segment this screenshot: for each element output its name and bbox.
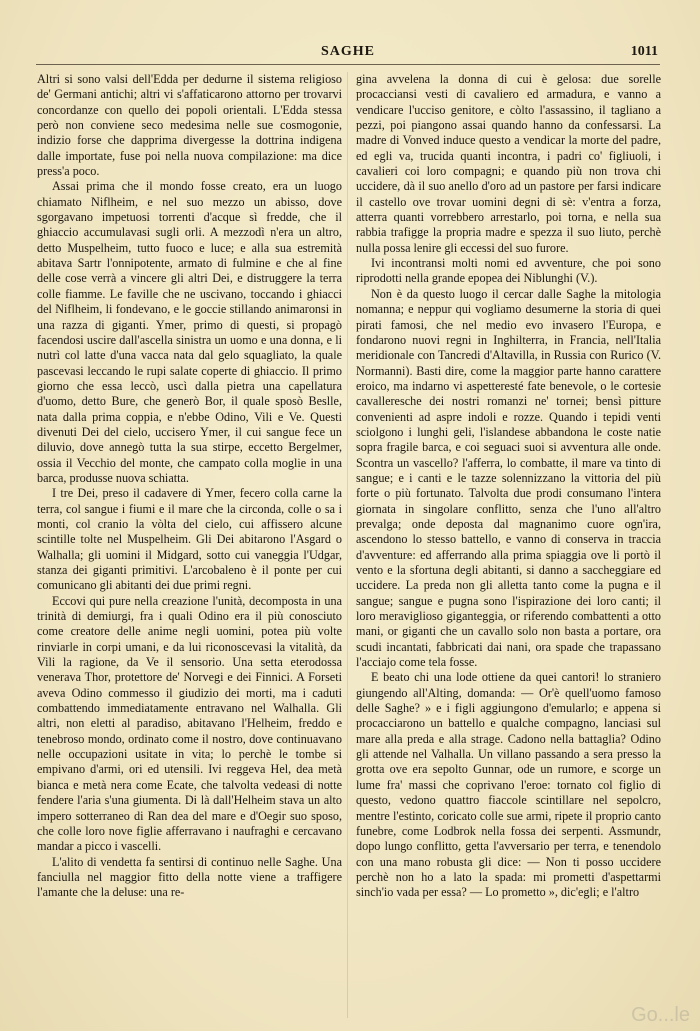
- page-number: 1011: [630, 44, 658, 59]
- header-rule: [36, 64, 660, 65]
- paragraph: E beato chi una lode ottiene da quei cantori! lo straniero giungendo all'Alting, domanda: — Or'è quell'uomo famoso delle Saghe? » e i figli aggiungono d'emularlo; e appena si procacciarono un battello e qualche compagno, lanciasi sul mare alla preda e alla strage. Cadono nella battaglia? Odino gli attende nel Valhalla. Un villano passando a sera presso la grotta ove era sepolto Gunnar, ode un rumore, e scorge un lume fra' massi che coprivano l'eroe: tornato col figlio di questo, vedono quattro fiaccole scintillare nel sepolcro, mentre l'estinto, coricato colle sue armi, ripete il proprio canto funebre, come Lodbrok nella fossa dei serpenti. Assmundr, dopo lungo conflitto, getta l'avversario per terra, e tenendolo con una mano robusta gli dice: — Non ti posso uccidere perchè non ho a lato la spada: mi prometti d'aspettarmi sinch'io vada per essa? — Lo prometto », dic'egli; e l'altro: [356, 670, 661, 900]
- paragraph: Assai prima che il mondo fosse creato, era un luogo chiamato Niflheim, e nel suo mezzo un abisso, dove sgorgavano impetuosi torrenti d'acque sì fredde, che il ghiaccio accumulavasi sugli orli. A mezzodì n'era un altro, detto Muspelheim, tutto fuoco e luce; e alla sua estremità abitava Sartr l'onnipotente, armato di fulmine e che al fine delle cose verrà a vincere gli altri Dei, e distruggere la terra colle fiamme. Le faville che ne uscivano, toccando i ghiacci del Niflheim, li fondevano, e le goccie stillando animaronsi in una razza di giganti. Ymer, primo di questi, si propagò facendosi uscire dall'ascella sinistra un uomo e una donna, e li nutrì col latte d'una vacca nata dal gelo squagliato, la quale pascevasi leccando le rupi salate coperte di ghiaccio. Il primo giorno che essa leccò, uscì dalla pietra una capellatura d'uomo, detto Bure, che generò Bor, il quale sposò Beslle, nata dalla prima coppia, e n'ebbe Odino, Vili e Ve. Questi divenuti Dei del cielo, uccisero Ymer, il cui sangue fece un diluvio, dove annegò tutta la sua stirpe, eccetto Bergelmer, ossia il Vecchio del monte, che campato colla moglie in una barca, produsse nuova schiatta.: [37, 179, 342, 485]
- scan-watermark: Go...le: [631, 1004, 690, 1026]
- paragraph: Ivi incontransi molti nomi ed avventure, che poi sono riprodotti nella grande epopea dei Niblunghi (V.).: [356, 256, 661, 286]
- paragraph: Non è da questo luogo il cercar dalle Saghe la mitologia nomanna; e neppur qui vogliamo desumerne la storia di quei pirati famosi, che nel medio evo invasero l'Europa, e fondarono nuovi regni in Inghilterra, in Francia, nell'Italia meridionale con Tancredi d'Altavilla, in Russia con Rurico (V. Normanni). Basti dire, come la maggior parte hanno carattere eroico, ma indarno vi aspetteresté fate benevole, o le cortesie cavalleresche dei nostri romanzi ne' tornei; bensì pitture convenienti ad aspre indoli e rozze. Quando i tepidi venti sciolgono i lunghi geli, l'islandese abbandona le coste natie sopra fragile barca, e coi seguaci suoi si avventura alle onde. Scontra un vascello? l'afferra, lo combatte, il mare va tinto di sangue; e i canti e le tazze solennizzano la vittoria del più forte o più fortunato. Talvolta due prodi consumano l'intera giornata in singolare conflitto, senza che l'uno all'altro prevalga; onde deposta dal magnanimo cuore ogn'ira, ascendono lo stesso battello, e vanno di conserva in traccia d'avventure: ed afferrando alla prima spiaggia ove li portò il vento e la sfortuna degli abitanti, si danno a saccheggiare ed uccidere. La preda non gli alletta tanto come la pugna e il sangue; sangue e pugna sono l'ispirazione dei loro canti; il loro meraviglioso giganteggia, or riferendo combattenti a otto mani, or giganti che un cavallo solo non basta a portare, ora scudi incantati, fabbricati dai nani, ora spade che trapassano l'acciajo come tela fosse.: [356, 286, 661, 670]
- left-column: [37, 72, 342, 901]
- running-title: SAGHE: [320, 44, 375, 59]
- page-header: [38, 44, 658, 64]
- paragraph: Eccovi qui pure nella creazione l'unità, decomposta in una trinità di demiurgi, fra i quali Odino era il più conosciuto come creatore delle anime negli uomini, potea più volte rinviarle in corpi umani, e da lui riconoscevasi la vitalità, da Vili la ragione, da Ve il sensorio. Una setta eterodossa venerava Thor, protettore de' Norvegi e dei Finnici. A Forseti aveva Odino commesso il giudizio dei morti, ma i caduti combattendo immediatamente entravano nel Walhalla. Gli altri, non eletti al paradiso, abitavano l'Helheim, freddo e tenebroso mondo, ordinato come il nostro, dove continuavano nelle occupazioni usitate in vita; lo perchè le tombe si empivano d'armi, ori ed utensili. Ivi reggeva Hel, dea metà bianca e metà nera come Ecate, che talvolta vedeasi di notte fendere l'aria s'una giumenta. Di là dall'Helheim stava un alto impero sotterraneo di Ran dea del mare e d'Oegir suo sposo, che colle loro nove figlie afferravano i naufraghi e cercavano mandar a picco i vascelli.: [37, 593, 342, 854]
- paragraph: Altri si sono valsi dell'Edda per dedurne il sistema religioso de' Germani antichi; altri vi s'affaticarono attorno per trovarvi concordanze con quello dei popoli orientali. L'Edda stessa però non conviene seco medesima nelle sue cosmogonie, indizio forse che dapprima divergesse la dottrina indigena dalle importate, fuse poi nella nuova compilazione: ma dice press'a poco.: [37, 72, 342, 179]
- paragraph: I tre Dei, preso il cadavere di Ymer, fecero colla carne la terra, col sangue i fiumi e il mare che la circonda, colle o sa i monti, col cranio la vòlta del cielo, cui affissero alcune scintille tolte nel Muspelheim. Gli Dei abitarono l'Asgard o Walhalla; gli uomini il Midgard, sotto cui vaneggia l'Udgar, stanza dei giganti primitivi. L'arcobaleno è il ponte per cui comunicano gli abitanti dei due primi regni.: [37, 486, 342, 593]
- right-column: [356, 72, 661, 901]
- paragraph: gina avvelena la donna di cui è gelosa: due sorelle procacciansi vesti di cavaliero ed armadura, e vanno a vendicare l'ucciso genitore, e còlto l'assassino, il tagliano a pezzi, poi piangono assai quando hanno da confessarsi. La madre di Vonved induce questo a vendicar la morte del padre, ed egli va, trucida quanti incontra, i padri co' figliuoli, i cavalieri coi loro compagni; e quando più non trova chi uccidere, dà il suo anello d'oro ad un pastore per farsi indicare il castello ove trovar uomini degni di sè: v'entra a forza, atterra quanti vorrebbero arrestarlo, poi torna, e nella sua rabbia trafigge la propria madre e spezza il suo liuto, perchè nulla possa lenire gli eccessi del suo furore.: [356, 72, 661, 255]
- paragraph: L'alito di vendetta fa sentirsi di continuo nelle Saghe. Una fanciulla nel maggior fitto della notte viene a traffigere l'amante che la deluse: una re-: [37, 854, 342, 900]
- column-gutter: [347, 72, 348, 1018]
